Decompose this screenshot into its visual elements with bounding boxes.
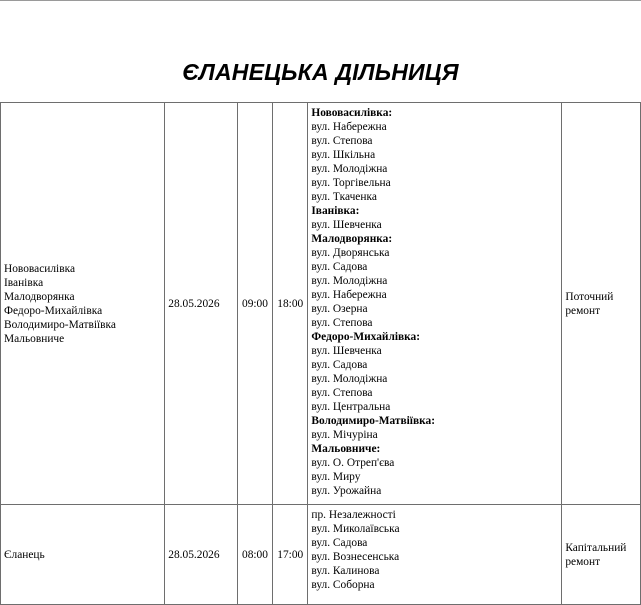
- street-name: вул. Садова: [311, 261, 368, 273]
- village-heading: Нововасилівка:: [311, 107, 393, 119]
- street-name: вул. Соборна: [311, 579, 375, 591]
- streets-cell: [308, 103, 562, 505]
- street-name: пр. Незалежності: [311, 509, 396, 521]
- work-type-cell: [562, 505, 641, 605]
- street-name: вул. Торгівельна: [311, 177, 391, 189]
- localities-cell: [1, 103, 165, 505]
- work-type-text: Капітальний: [565, 541, 627, 554]
- street-name: вул. Калинова: [311, 565, 380, 577]
- street-name: вул. Садова: [311, 537, 368, 549]
- street-name: вул. Молодіжна: [311, 275, 388, 287]
- street-name: вул. Мічуріна: [311, 429, 378, 441]
- street-name: вул. Степова: [311, 387, 373, 399]
- street-name: вул. Шкільна: [311, 149, 376, 161]
- street-name: вул. Шевченка: [311, 219, 382, 231]
- date-cell: 28.05.2026: [165, 103, 238, 505]
- section-title: ЄЛАНЕЦЬКА ДІЛЬНИЦЯ: [182, 59, 459, 85]
- locality-name: Іванівка: [4, 276, 44, 289]
- street-name: вул. Молодіжна: [311, 373, 388, 385]
- street-name: вул. О. Отреп'єва: [311, 457, 395, 469]
- street-name: вул. Урожайна: [311, 485, 382, 497]
- locality-name: Малодворянка: [4, 290, 75, 303]
- street-name: вул. Степова: [311, 135, 373, 147]
- locality-name: Мальовниче: [4, 332, 65, 345]
- street-name: вул. Садова: [311, 359, 368, 371]
- village-heading: Мальовниче:: [311, 443, 381, 455]
- locality-name: Єланець: [4, 548, 45, 561]
- table-row: [1, 505, 641, 605]
- start-time-cell: 09:00: [237, 103, 272, 505]
- schedule-table-body: [1, 103, 641, 605]
- date-cell: 28.05.2026: [165, 505, 238, 605]
- street-name: вул. Миколаївська: [311, 523, 400, 535]
- street-name: вул. Вознесенська: [311, 551, 400, 563]
- street-name: вул. Шевченка: [311, 345, 382, 357]
- page-top-border: [0, 0, 641, 1]
- village-heading: Володимиро-Матвіївка:: [311, 415, 436, 427]
- street-name: вул. Степова: [311, 317, 373, 329]
- streets-cell: [308, 505, 562, 605]
- end-time-cell: 17:00: [273, 505, 308, 605]
- street-name: вул. Набережна: [311, 289, 387, 301]
- locality-name: Нововасилівка: [4, 262, 75, 275]
- end-time-cell: 18:00: [273, 103, 308, 505]
- locality-name: Володимиро-Матвіївка: [4, 318, 116, 331]
- localities-cell: [1, 505, 165, 605]
- start-time-cell: 08:00: [237, 505, 272, 605]
- street-name: вул. Озерна: [311, 303, 368, 315]
- work-type-text: ремонт: [565, 555, 601, 568]
- locality-name: Федоро-Михайлівка: [4, 304, 103, 317]
- work-type-cell: [562, 103, 641, 505]
- work-type-text: ремонт: [565, 304, 601, 317]
- village-heading: Іванівка:: [311, 205, 360, 217]
- street-name: вул. Набережна: [311, 121, 387, 133]
- table-row: [1, 103, 641, 505]
- village-heading: Федоро-Михайлівка:: [311, 331, 421, 343]
- street-name: вул. Молодіжна: [311, 163, 388, 175]
- street-name: вул. Центральна: [311, 401, 391, 413]
- work-type-text: Поточний: [565, 290, 614, 303]
- street-name: вул. Дворянська: [311, 247, 390, 259]
- village-heading: Малодворянка:: [311, 233, 393, 245]
- street-name: вул. Миру: [311, 471, 361, 483]
- street-name: вул. Ткаченка: [311, 191, 377, 203]
- outage-schedule-table: [0, 102, 641, 605]
